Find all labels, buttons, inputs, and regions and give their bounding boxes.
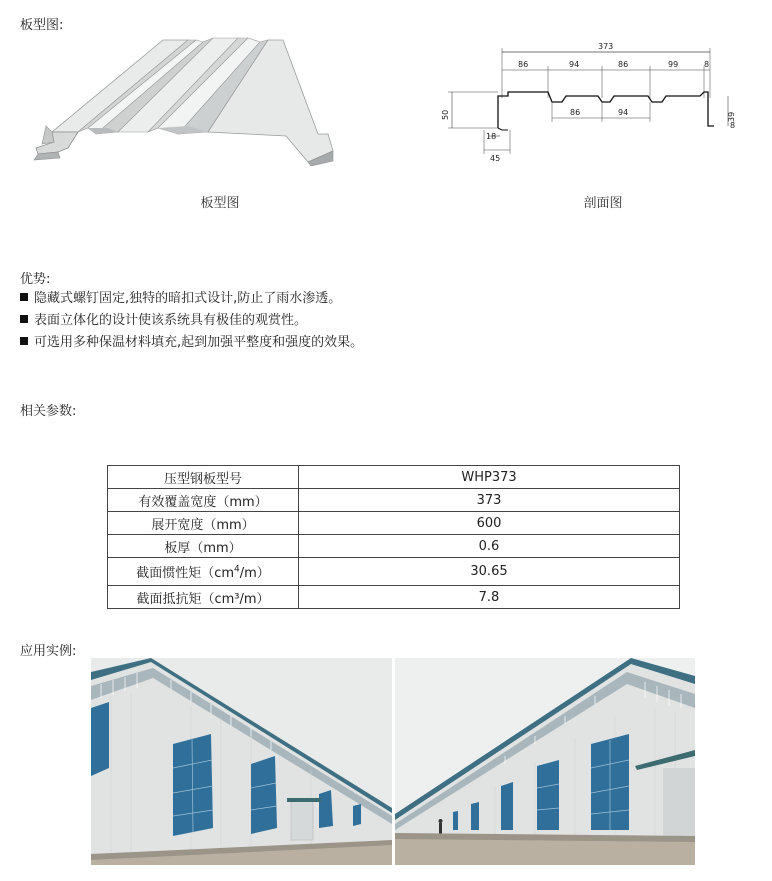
list-item: 表面立体化的设计使该系统具有极佳的观赏性。 <box>20 310 363 332</box>
param-label: 压型钢板型号 <box>108 466 299 489</box>
table-row <box>108 489 680 512</box>
factory-photo-left <box>91 658 392 865</box>
dim-bottom-86: 86 <box>570 108 581 117</box>
dim-total: 373 <box>598 42 614 51</box>
table-row <box>108 535 680 558</box>
dim-99: 99 <box>668 60 679 69</box>
dim-86a: 86 <box>518 60 529 69</box>
param-value: 7.8 <box>299 586 680 609</box>
list-item: 隐藏式螺钉固定,独特的暗扣式设计,防止了雨水渗透。 <box>20 288 363 310</box>
factory-photo-right <box>395 658 695 865</box>
param-label: 板厚（mm） <box>108 535 299 558</box>
table-row <box>108 466 680 489</box>
bullet-square-icon <box>20 293 28 301</box>
dim-foot-18: 18 <box>486 132 497 141</box>
param-value: 30.65 <box>299 558 680 586</box>
list-item: 可选用多种保温材料填充,起到加强平整度和强度的效果。 <box>20 332 363 354</box>
bullet-square-icon <box>20 337 28 345</box>
dim-foot-45: 45 <box>490 154 501 163</box>
param-value: 373 <box>299 489 680 512</box>
bullet-square-icon <box>20 315 28 323</box>
table-row <box>108 586 680 609</box>
section-caption: 剖面图 <box>583 196 623 211</box>
panel-3d-illustration <box>28 36 338 166</box>
advantages-title: 优势: <box>20 272 51 287</box>
param-label: 展开宽度（mm） <box>108 512 299 535</box>
profile-caption: 板型图 <box>200 196 240 211</box>
dim-94a: 94 <box>569 60 580 69</box>
param-value: WHP373 <box>299 466 680 489</box>
profile-section-title: 板型图: <box>20 18 64 33</box>
param-value: 0.6 <box>299 535 680 558</box>
params-table <box>107 465 680 609</box>
param-label: 有效覆盖宽度（mm） <box>108 489 299 512</box>
dim-right-height: 39 <box>727 111 736 122</box>
examples-title: 应用实例: <box>20 644 77 659</box>
param-value: 600 <box>299 512 680 535</box>
table-row <box>108 558 680 586</box>
dim-right-small: 8 <box>730 121 736 130</box>
table-row <box>108 512 680 535</box>
cross-section-drawing <box>438 40 738 165</box>
dim-bottom-94: 94 <box>618 108 629 117</box>
param-label: 截面抵抗矩（cm³/m） <box>108 586 299 609</box>
dim-86b: 86 <box>618 60 629 69</box>
dim-8: 8 <box>704 60 710 69</box>
params-title: 相关参数: <box>20 404 77 419</box>
advantages-list <box>20 288 363 354</box>
param-label: 截面惯性矩$(cm^4/m)$ <box>108 558 299 586</box>
dim-height: 50 <box>441 109 450 120</box>
